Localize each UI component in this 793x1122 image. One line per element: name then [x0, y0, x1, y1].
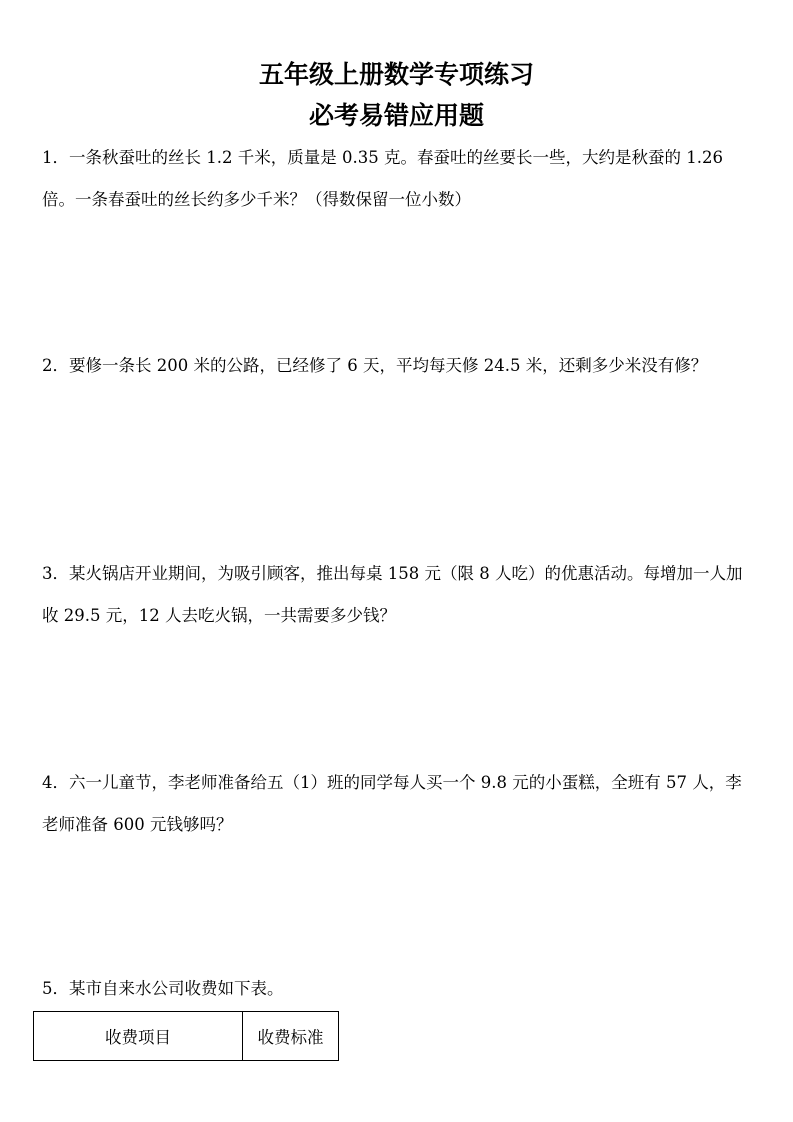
- page-title: 五年级上册数学专项练习: [258, 60, 534, 89]
- fee-table: [33, 1011, 339, 1061]
- fee-table-header-row: [34, 1012, 339, 1061]
- question-3: 3．某火锅店开业期间，为吸引顾客，推出每桌 158 元（限 8 人吃）的优惠活动。每增加一人加收 29.5 元，12 人去吃火锅，一共需要多少钱？: [42, 564, 743, 625]
- question-4: 4．六一儿童节，李老师准备给五（1）班的同学每人买一个 9.8 元的小蛋糕，全班有 57 人，李老师准备 600 元钱够吗？: [42, 773, 742, 834]
- page-subtitle: 必考易错应用题: [308, 101, 484, 130]
- question-2: 2．要修一条长 200 米的公路，已经修了 6 天，平均每天修 24.5 米，还剩多少米没有修？: [42, 356, 708, 375]
- question-5: 5．某市自来水公司收费如下表。: [42, 979, 284, 998]
- fee-table-header-standard: 收费标准: [243, 1012, 339, 1061]
- fee-table-header-item: 收费项目: [34, 1012, 243, 1061]
- question-1: 1．一条秋蚕吐的丝长 1.2 千米，质量是 0.35 克。春蚕吐的丝要长一些，大约是秋蚕的 1.26 倍。一条春蚕吐的丝长约多少千米？（得数保留一位小数）: [42, 148, 723, 209]
